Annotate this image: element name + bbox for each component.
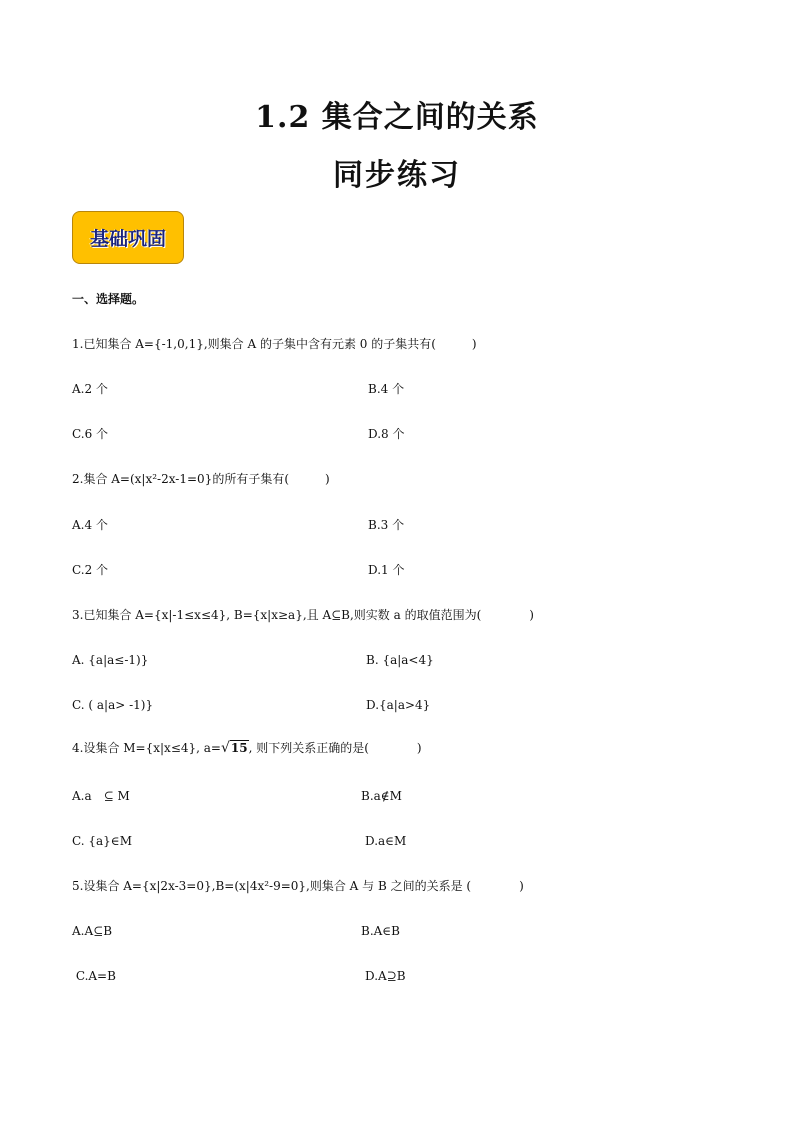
question-5-stem: 5.设集合 A={x|2x-3=0},B=(x|4x²-9=0},则集合 A 与 B 之间的关系是 ( ) (72, 879, 524, 893)
question-4-option-a: A.a ⊆ M (72, 789, 130, 803)
document-title: 1.2 集合之间的关系 (255, 100, 539, 135)
question-2-stem: 2.集合 A=(x|x²-2x-1=0}的所有子集有( ) (72, 472, 330, 486)
question-3-option-c: C. ( a|a> -1)} (72, 698, 154, 712)
question-3-option-a: A. {a|a≤-1)} (72, 653, 149, 667)
radicand: 15 (230, 741, 248, 755)
question-1-option-d: D.8 个 (368, 427, 405, 441)
question-2-option-c: C.2 个 (72, 563, 109, 577)
question-4-stem-start: 4.设集合 M={x|x≤4}, a= (72, 741, 221, 755)
question-5-option-c: C.A=B (72, 969, 116, 983)
question-1-option-c: C.6 个 (72, 427, 109, 441)
question-4-stem-end: , 则下列关系正确的是( ) (248, 741, 422, 755)
question-1-option-b: B.4 个 (368, 382, 405, 396)
question-2-option-a: A.4 个 (72, 518, 108, 532)
question-5-option-a: A.A⊆B (72, 924, 113, 938)
section-heading: 一、选择题。 (72, 292, 145, 306)
radical-sign-icon: √ (220, 740, 230, 756)
question-4-option-b: B.a∉M (361, 789, 402, 803)
question-5-option-b: B.A∈B (361, 924, 400, 938)
question-2-option-d: D.1 个 (368, 563, 405, 577)
question-4-option-d: D.a∈M (365, 834, 407, 848)
question-3-option-b: B. {a|a<4} (366, 653, 434, 667)
question-1-stem: 1.已知集合 A={-1,0,1},则集合 A 的子集中含有元素 0 的子集共有( ) (72, 337, 477, 351)
question-4-option-c: C. {a}∈M (72, 834, 132, 848)
question-3-stem: 3.已知集合 A={x|-1≤x≤4}, B={x|x≥a},且 A⊆B,则实数 a 的取值范围为( ) (72, 608, 534, 622)
question-1-option-a: A.2 个 (72, 382, 108, 396)
question-5-option-d: D.A⊇B (365, 969, 406, 983)
question-3-option-d: D.{a|a>4} (366, 698, 431, 712)
question-2-option-b: B.3 个 (368, 518, 405, 532)
basic-consolidation-badge (72, 211, 184, 264)
question-4-stem (72, 740, 422, 757)
document-subtitle: 同步练习 (333, 158, 461, 193)
square-root-expression (221, 740, 249, 757)
badge-label: 基础巩固 (89, 228, 166, 250)
